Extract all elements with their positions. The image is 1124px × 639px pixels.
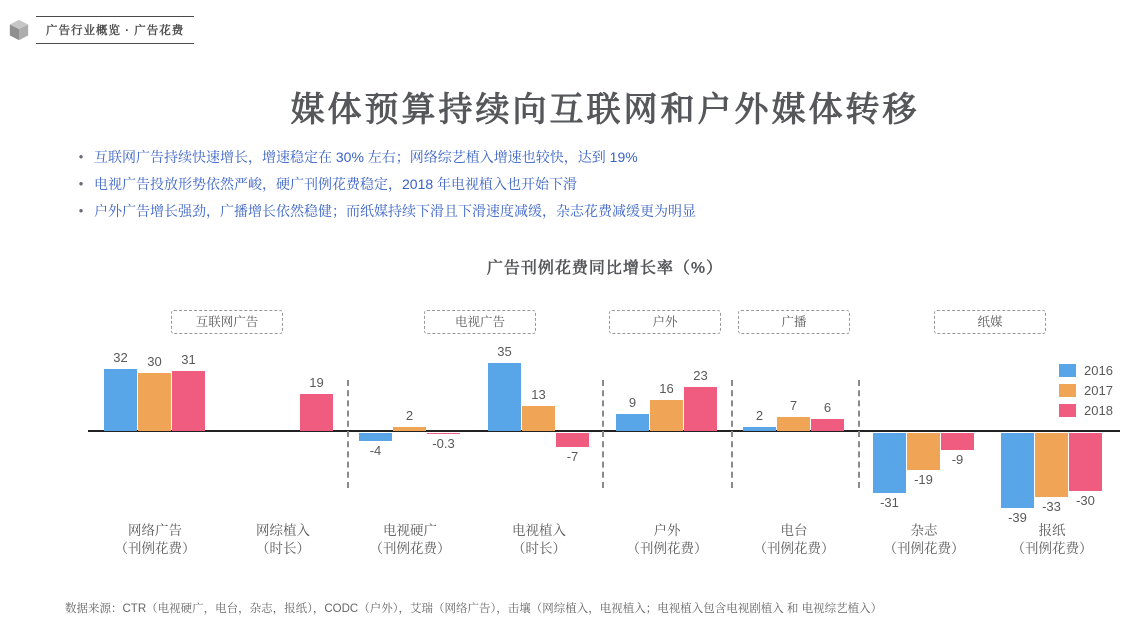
bar <box>1001 433 1034 508</box>
category-label-line: （时长） <box>512 541 566 556</box>
bar <box>650 400 683 431</box>
category-label-line: （刊例花费） <box>883 541 965 556</box>
bar <box>172 371 205 431</box>
bullet-dot-icon: • <box>78 176 84 191</box>
cube-icon <box>8 18 30 42</box>
chart-group-header: 纸媒 <box>934 310 1046 334</box>
bar-value-label: -31 <box>880 494 899 510</box>
bar-value-label: 30 <box>147 354 162 370</box>
bullet-text: 户外广告增长强劲，广播增长依然稳健；而纸媒持续下滑且下滑速度减缓，杂志花费减缓更为明显 <box>94 203 696 219</box>
bar-value-label: 35 <box>497 344 512 360</box>
chart-divider <box>731 380 733 488</box>
legend-item <box>1059 380 1113 400</box>
bar <box>1069 433 1102 491</box>
bar <box>777 417 810 431</box>
bullet-item <box>68 200 888 227</box>
bar <box>684 387 717 431</box>
breadcrumb <box>8 16 194 44</box>
category-label-line: （刊例花费） <box>753 541 835 556</box>
category-label <box>335 522 485 558</box>
bar <box>427 433 460 434</box>
bar <box>1035 433 1068 497</box>
category-label-line: 网络广告 <box>128 523 182 538</box>
category-label-line: 户外 <box>653 523 681 538</box>
bar-value-label: 7 <box>789 398 798 414</box>
bar <box>300 394 333 431</box>
bar <box>811 419 844 431</box>
legend-label: 2017 <box>1084 382 1113 398</box>
bar <box>393 427 426 431</box>
category-label-line: 报纸 <box>1038 523 1066 538</box>
bar-value-label: -33 <box>1042 498 1061 514</box>
category-label-line: 电视硬广 <box>383 523 437 538</box>
page-title: 媒体预算持续向互联网和户外媒体转移 <box>290 91 920 129</box>
bar <box>104 369 137 431</box>
bar-value-label: -0.3 <box>432 436 455 451</box>
chart-group-header: 户外 <box>609 310 721 334</box>
bar-value-label: -9 <box>951 452 964 468</box>
bar-value-label: 9 <box>628 394 637 410</box>
bullet-dot-icon: • <box>78 149 84 164</box>
category-label-line: 电视植入 <box>512 523 566 538</box>
category-label-line: （刊例花费） <box>369 541 451 556</box>
category-label-line: 杂志 <box>910 523 938 538</box>
chart-divider <box>347 380 349 488</box>
bullet-text: 电视广告投放形势依然严峻，硬广刊例花费稳定，2018 年电视植入也开始下滑 <box>94 176 578 192</box>
bar-chart <box>0 300 1124 610</box>
category-label-line: （刊例花费） <box>626 541 708 556</box>
bar-value-label: -7 <box>566 448 579 464</box>
category-label <box>719 522 869 558</box>
bar-value-label: 13 <box>531 386 546 402</box>
bar-value-label: 2 <box>405 408 414 424</box>
x-axis-line <box>88 430 1120 432</box>
bar-value-label: 19 <box>309 375 324 391</box>
bar-value-label: 2 <box>755 408 764 424</box>
bar <box>138 373 171 431</box>
legend-item <box>1059 400 1113 420</box>
bar-value-label: -39 <box>1008 510 1027 526</box>
chart-group-header: 电视广告 <box>424 310 536 334</box>
bar-value-label: 32 <box>113 350 128 366</box>
category-label-line: （刊例花费） <box>1011 541 1093 556</box>
bullet-item <box>68 173 888 200</box>
legend-swatch <box>1059 364 1076 377</box>
category-label <box>977 522 1124 558</box>
chart-group-header: 广播 <box>738 310 850 334</box>
chart-divider <box>602 380 604 488</box>
breadcrumb-label: 广告行业概览 · 广告花费 <box>36 16 194 44</box>
category-label-line: （时长） <box>256 541 310 556</box>
chart-title: 广告刊例花费同比增长率（%） <box>486 260 724 277</box>
bar <box>522 406 555 431</box>
chart-group-header: 互联网广告 <box>171 310 283 334</box>
bar-value-label: -19 <box>914 471 933 487</box>
bar-value-label: -4 <box>369 442 382 458</box>
bar-value-label: 31 <box>181 352 196 368</box>
bar <box>556 433 589 447</box>
bar-value-label: 23 <box>693 367 708 383</box>
legend-label: 2018 <box>1084 402 1113 418</box>
bullet-dot-icon: • <box>78 203 84 218</box>
bar-value-label: 16 <box>659 381 674 397</box>
bar-value-label: -30 <box>1076 492 1095 508</box>
chart-divider <box>858 380 860 488</box>
legend <box>1059 360 1113 420</box>
legend-swatch <box>1059 384 1076 397</box>
bar <box>941 433 974 450</box>
bullet-item <box>68 146 888 173</box>
data-source-note: 数据来源：CTR（电视硬广，电台，杂志，报纸），CODC（户外），艾瑞（网络广告），击壤（网综植入，电视植入；电视植入包含电视剧植入 和 电视综艺植入） <box>65 603 883 615</box>
legend-label: 2016 <box>1084 362 1113 378</box>
category-label-line: 电台 <box>780 523 808 538</box>
bar-value-label: 6 <box>823 400 832 416</box>
bullet-text: 互联网广告持续快速增长，增速稳定在 30% 左右；网络综艺植入增速也较快，达到 19% <box>94 149 638 165</box>
bar <box>616 414 649 431</box>
bar <box>359 433 392 441</box>
category-label-line: 网综植入 <box>256 523 310 538</box>
category-label-line: （刊例花费） <box>114 541 196 556</box>
legend-swatch <box>1059 404 1076 417</box>
bar <box>743 427 776 431</box>
bullet-list <box>68 146 888 227</box>
legend-item <box>1059 360 1113 380</box>
